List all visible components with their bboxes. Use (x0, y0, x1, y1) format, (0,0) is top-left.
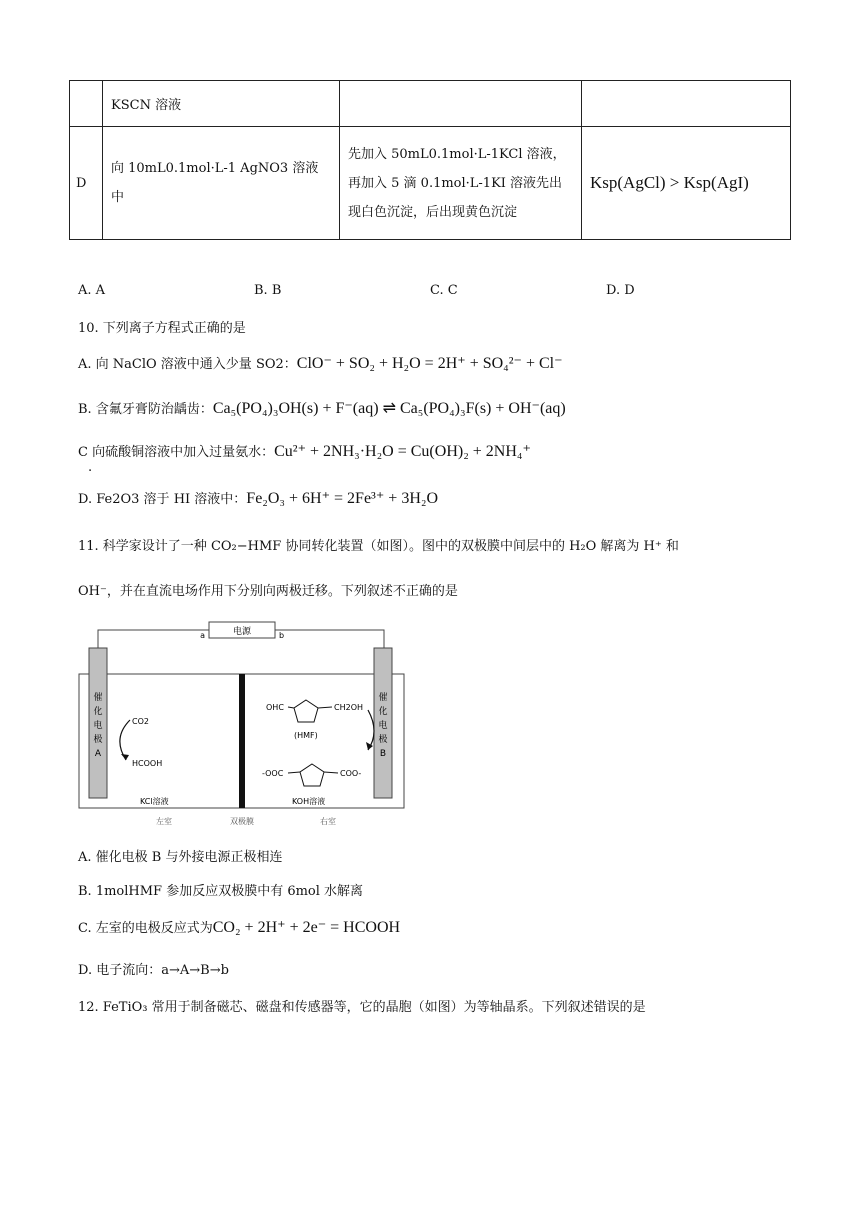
option-text: C 向硫酸铜溶液中加入过量氨水： (78, 445, 275, 460)
svg-text:催: 催 (378, 693, 388, 703)
ooc-left-label: -OOC (262, 769, 284, 778)
svg-text:极: 极 (93, 735, 103, 745)
question-9-table (69, 80, 791, 240)
option-text: D. Fe2O3 溶于 HI 溶液中： (78, 492, 247, 507)
cell-line: 向 10mL0.1mol·L-1 AgNO3 溶液 (111, 161, 319, 176)
question-11-stem-line2: OH⁻，并在直流电场作用下分别向两极迁移。下列叙述不正确的是 (78, 584, 458, 599)
option-text: B. 含氟牙膏防治龋齿： (78, 402, 213, 417)
svg-text:化: 化 (93, 707, 103, 717)
svg-text:电: 电 (93, 721, 103, 731)
cell-line: 先加入 50mL0.1mol·L-1KCl 溶液， (348, 146, 566, 162)
hmf-label: (HMF) (294, 731, 318, 740)
coo-right-label: COO- (340, 769, 362, 778)
table-row (70, 127, 791, 240)
option-dot: . (88, 460, 93, 475)
equation: CO₂ + 2H⁺ + 2e⁻ = HCOOH (212, 919, 401, 936)
bipolar-membrane (239, 674, 245, 808)
hcooh-label: HCOOH (132, 759, 163, 768)
question-10-option-a (78, 353, 563, 373)
svg-text:电: 电 (378, 721, 388, 731)
koh-label: KOH溶液 (292, 797, 326, 806)
right-room-label: 右室 (320, 817, 336, 826)
svg-text:催: 催 (93, 693, 103, 703)
wire-right (275, 630, 384, 650)
table-cell (582, 81, 791, 127)
terminal-b: b (279, 631, 285, 640)
table-cell (340, 127, 582, 240)
row-label: D (70, 127, 103, 240)
cell-line: 中 (111, 190, 125, 205)
question-10-option-d (78, 488, 438, 508)
membrane-label: 双极膜 (230, 817, 254, 826)
conclusion-cell: Ksp(AgCl) > Ksp(AgI) (582, 127, 791, 240)
svg-text:化: 化 (378, 707, 388, 717)
equation: Ca₅(PO₄)₃OH(s) + F⁻(aq) ⇌ Ca₅(PO₄)₃F(s) + OH⁻(aq) (212, 400, 566, 417)
equation: Cu²⁺ + 2NH₃·H₂O = Cu(OH)₂ + 2NH₄⁺ (274, 443, 531, 460)
question-11-option-b: B. 1molHMF 参加反应双极膜中有 6mol 水解离 (78, 884, 364, 899)
question-10-option-b (78, 398, 566, 418)
question-10-option-c (78, 441, 531, 461)
cell-line: 再加入 5 滴 0.1mol·L-1KI 溶液先出 (348, 175, 563, 191)
left-room-label: 左室 (156, 817, 172, 826)
equation: Fe₂O₃ + 6H⁺ = 2Fe³⁺ + 3H₂O (246, 490, 439, 507)
ohc-label: OHC (266, 703, 284, 712)
table-cell: KSCN 溶液 (103, 81, 340, 127)
wire-left (98, 630, 209, 650)
ch2oh-label: CH2OH (334, 703, 364, 712)
question-11-option-d: D. 电子流向：a→A→B→b (78, 963, 229, 978)
electrolysis-diagram (76, 620, 408, 830)
option-b: B. B (254, 283, 282, 298)
option-c: C. C (430, 283, 458, 298)
cell-line: 现白色沉淀，后出现黄色沉淀 (348, 204, 518, 220)
svg-text:A: A (94, 749, 102, 759)
table-cell (70, 81, 103, 127)
option-a: A. A (78, 283, 106, 298)
table-cell (103, 127, 340, 240)
equation: ClO⁻ + SO₂ + H₂O = 2H⁺ + SO₄²⁻ + Cl⁻ (296, 355, 563, 372)
table-row (70, 81, 791, 127)
option-text: A. 向 NaClO 溶液中通入少量 SO2： (78, 357, 297, 372)
svg-text:极: 极 (378, 735, 388, 745)
kcl-label: KCl溶液 (140, 797, 169, 806)
question-11-option-a: A. 催化电极 B 与外接电源正极相连 (78, 850, 283, 865)
question-11-stem-line1: 11. 科学家设计了一种 CO₂−HMF 协同转化装置（如图）。图中的双极膜中间层中的 H₂O 解离为 H⁺ 和 (78, 539, 679, 554)
question-11-option-c (78, 917, 400, 937)
terminal-a: a (200, 631, 205, 640)
option-d: D. D (606, 283, 635, 298)
question-12-stem: 12. FeTiO₃ 常用于制备磁芯、磁盘和传感器等，它的晶胞（如图）为等轴晶系。下列叙述错误的是 (78, 1000, 646, 1015)
option-text: C. 左室的电极反应式为 (78, 921, 213, 936)
power-label: 电源 (232, 627, 252, 637)
co2-label: CO2 (132, 717, 149, 726)
question-10-stem: 10. 下列离子方程式正确的是 (78, 321, 246, 336)
svg-text:B: B (379, 749, 387, 759)
table-cell (340, 81, 582, 127)
